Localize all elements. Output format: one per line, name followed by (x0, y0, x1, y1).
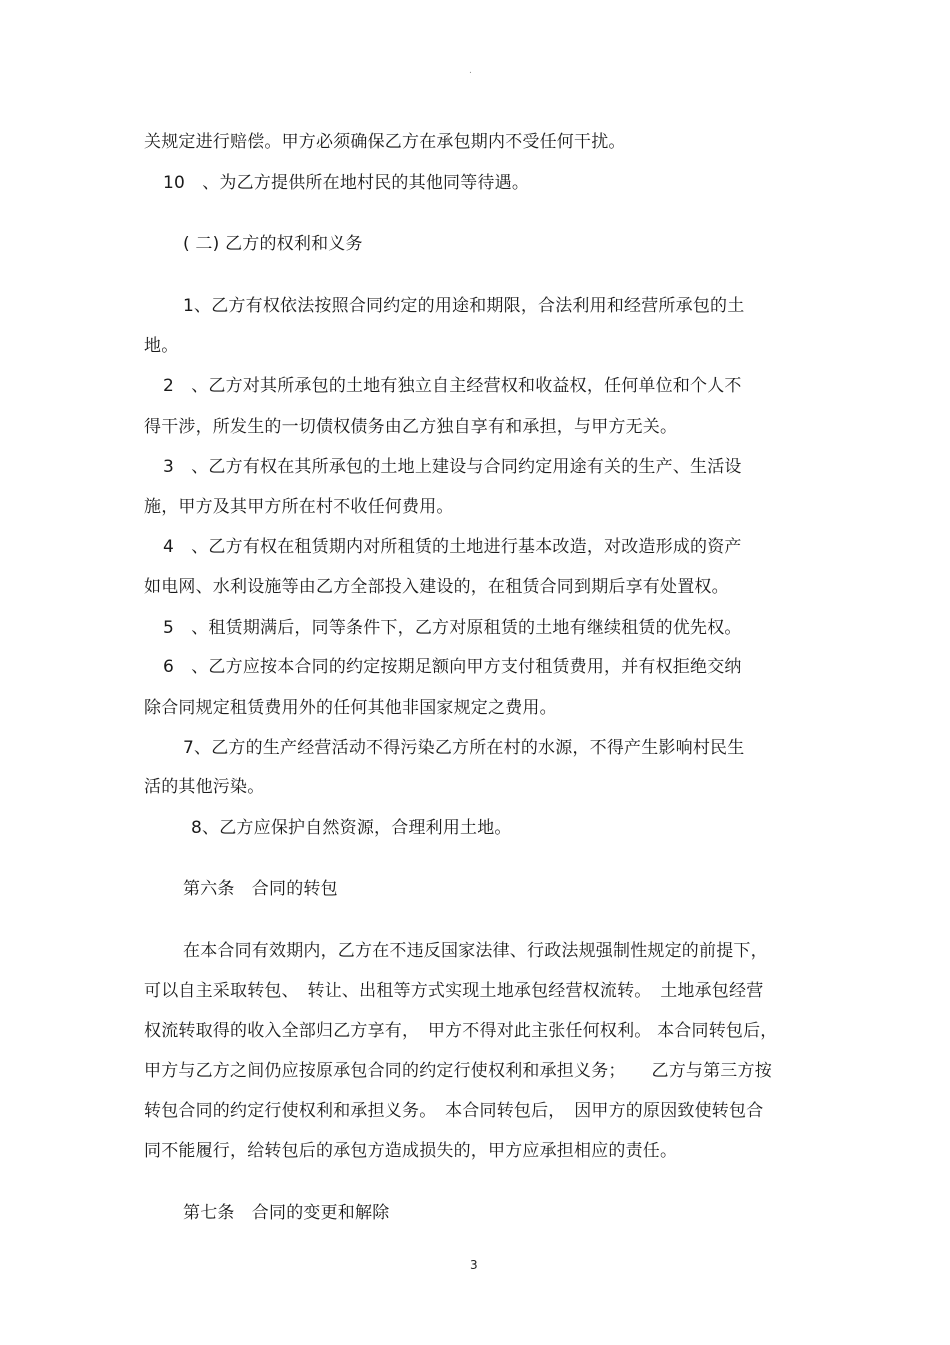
text-line: 施，甲方及其甲方所在村不收任何费用。 (144, 497, 454, 517)
text-line: 6 、乙方应按本合同的约定按期足额向甲方支付租赁费用，并有权拒绝交纳 (163, 657, 742, 677)
text-line: 7、乙方的生产经营活动不得污染乙方所在村的水源，不得产生影响村民生 (183, 738, 745, 758)
header-mark: . (469, 66, 472, 76)
text-line: 得干涉，所发生的一切债权债务由乙方独自享有和承担，与甲方无关。 (144, 417, 678, 437)
text-line: 权流转取得的收入全部归乙方享有， 甲方不得对此主张任何权利。 本合同转包后， (144, 1021, 778, 1041)
article-heading: 第七条 合同的变更和解除 (183, 1203, 390, 1223)
text-line: 在本合同有效期内，乙方在不违反国家法律、行政法规强制性规定的前提下， (183, 941, 768, 961)
text-line: 甲方与乙方之间仍应按原承包合同的约定行使权利和承担义务； 乙方与第三方按 (144, 1061, 772, 1081)
page-number: 3 (470, 1258, 478, 1272)
text-line: 转包合同的约定行使权利和承担义务。 本合同转包后， 因甲方的原因致使转包合 (144, 1101, 764, 1121)
text-line: 如电网、水利设施等由乙方全部投入建设的，在租赁合同到期后享有处置权。 (144, 577, 729, 597)
text-line: 3 、乙方有权在其所承包的土地上建设与合同约定用途有关的生产、生活设 (163, 457, 742, 477)
text-line: 关规定进行赔偿。甲方必须确保乙方在承包期内不受任何干扰。 (144, 132, 626, 152)
text-line: 1、乙方有权依法按照合同约定的用途和期限，合法利用和经营所承包的土 (183, 296, 745, 316)
text-line: 10 、为乙方提供所在地村民的其他同等待遇。 (163, 173, 530, 193)
text-line: 8、乙方应保护自然资源，合理利用土地。 (191, 818, 512, 838)
text-line: 4 、乙方有权在租赁期内对所租赁的土地进行基本改造，对改造形成的资产 (163, 537, 742, 557)
text-line: 同不能履行，给转包后的承包方造成损失的，甲方应承担相应的责任。 (144, 1141, 678, 1161)
text-line: 5 、租赁期满后，同等条件下，乙方对原租赁的土地有继续租赁的优先权。 (163, 618, 742, 638)
text-line: 除合同规定租赁费用外的任何其他非国家规定之费用。 (144, 698, 557, 718)
text-line: 可以自主采取转包、 转让、出租等方式实现土地承包经营权流转。 土地承包经营 (144, 981, 764, 1001)
text-line: 2 、乙方对其所承包的土地有独立自主经营权和收益权，任何单位和个人不 (163, 376, 742, 396)
section-heading: ( 二) 乙方的权利和义务 (183, 234, 363, 254)
text-line: 地。 (144, 336, 179, 356)
text-line: 活的其他污染。 (144, 777, 265, 797)
article-heading: 第六条 合同的转包 (183, 879, 338, 899)
